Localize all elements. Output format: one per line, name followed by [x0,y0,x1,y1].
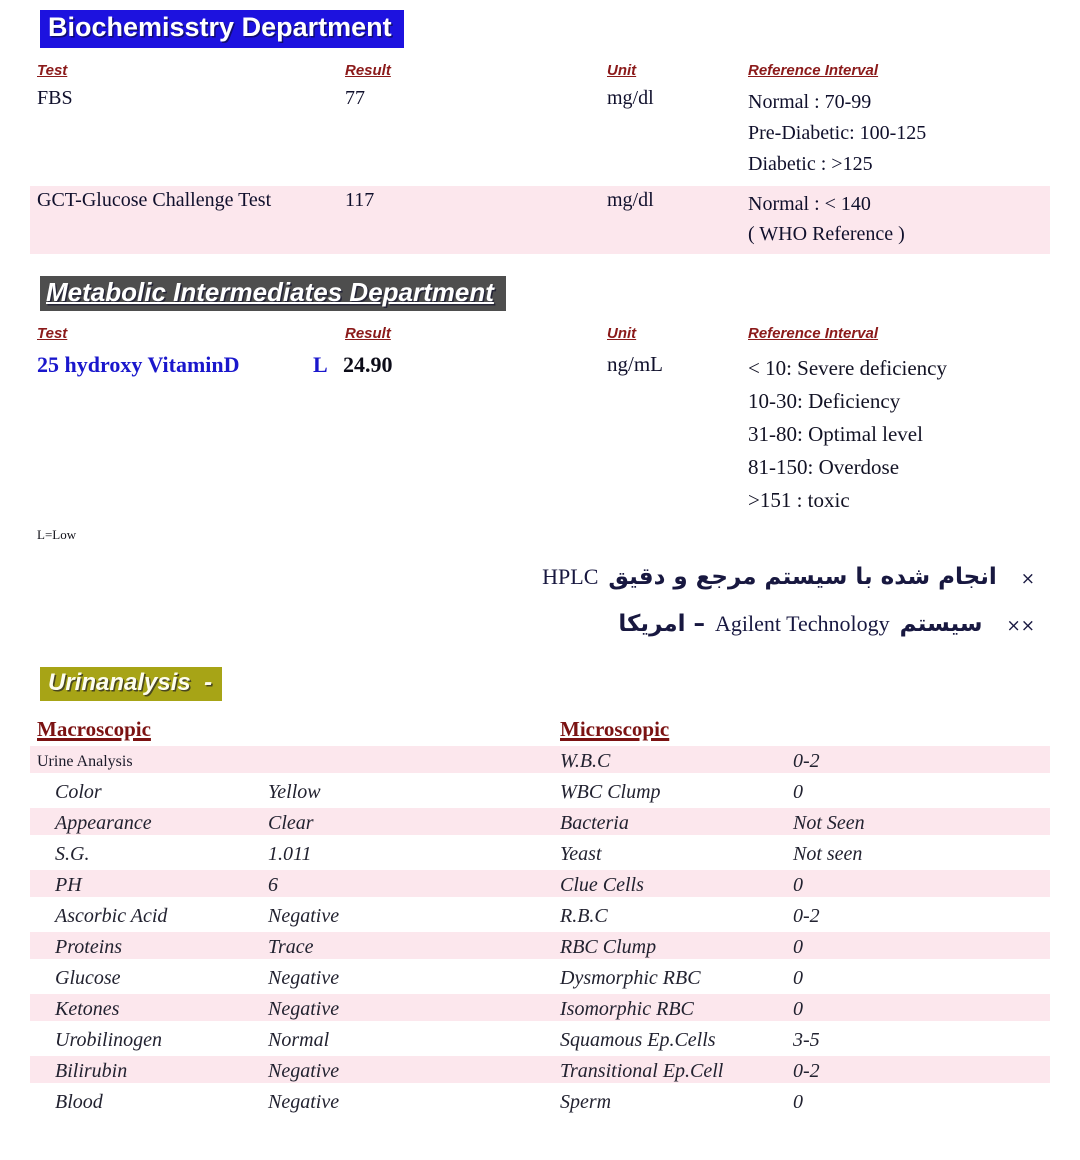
metabolic-table-body [30,352,1050,517]
microscopic-test-name: RBC Clump [560,936,657,958]
column-header-reference: Reference Interval [748,325,879,342]
urinalysis-row [30,1056,1050,1087]
macroscopic-test-name: Ascorbic Acid [55,905,168,927]
microscopic-test-value: Not seen [793,843,863,865]
lab-test-row [30,186,1050,254]
test-name: 25 hydroxy VitaminD [37,352,240,377]
urinalysis-row [30,1087,1050,1118]
urinalysis-header: Urinanalysis - [40,667,222,701]
macroscopic-test-value: Negative [268,905,340,927]
microscopic-test-name: Bacteria [560,812,629,834]
urinalysis-row [30,839,1050,870]
biochem-column-headers [30,62,1050,79]
reference-interval [748,87,1050,180]
reference-line: 31-80: Optimal level [748,422,923,446]
microscopic-test-value: 0 [793,967,803,989]
macroscopic-test-name: Glucose [55,967,121,989]
macroscopic-header: Macroscopic [37,717,151,741]
urinalysis-row [30,901,1050,932]
result-value: 117 [345,189,375,211]
urinalysis-row [30,777,1050,808]
macroscopic-test-value: Trace [268,936,314,958]
column-header-result: Result [345,62,391,79]
note-line-hplc [30,555,1035,602]
macroscopic-test-value: 1.011 [268,843,312,865]
urinalysis-row [30,994,1050,1025]
test-name: FBS [37,87,73,109]
note-persian-text: سیستم [899,611,983,637]
microscopic-test-value: 0 [793,781,803,803]
test-result [345,189,607,249]
microscopic-test-name: R.B.C [560,905,608,927]
microscopic-test-name: Squamous Ep.Cells [560,1029,716,1051]
low-flag-footnote: L=Low [37,527,77,542]
microscopic-test-value: 0-2 [793,1060,820,1082]
microscopic-test-name: Yeast [560,843,602,865]
macroscopic-test-value: Yellow [268,781,321,803]
reference-line: Diabetic : >125 [748,153,873,175]
reference-interval [748,189,1050,249]
method-notes [30,555,1050,649]
test-unit: mg/dl [607,87,654,109]
microscopic-test-value: 0-2 [793,905,820,927]
reference-line: 10-30: Deficiency [748,389,901,413]
microscopic-test-name: Transitional Ep.Cell [560,1060,724,1082]
column-header-unit: Unit [607,62,637,79]
microscopic-test-value: 0 [793,936,803,958]
reference-line: ( WHO Reference ) [748,223,905,245]
reference-line: >151 : toxic [748,488,850,512]
microscopic-test-value: 0 [793,1091,803,1113]
urinalysis-table [30,746,1050,1118]
lab-test-row [30,352,1050,517]
lab-test-row [30,87,1050,180]
microscopic-test-name: Dysmorphic RBC [560,967,701,989]
test-name: GCT-Glucose Challenge Test [37,189,272,211]
urinalysis-row [30,870,1050,901]
macroscopic-test-name: S.G. [55,843,90,865]
test-unit: mg/dl [607,189,654,211]
test-result [345,87,607,180]
microscopic-test-value: 0 [793,998,803,1020]
macroscopic-test-name: Ketones [55,998,120,1020]
macroscopic-test-value: Negative [268,967,340,989]
macroscopic-test-name: Bilirubin [55,1060,128,1082]
microscopic-test-name: Clue Cells [560,874,644,896]
microscopic-test-value: 3-5 [793,1029,820,1051]
note-latin-text: HPLC [542,564,599,589]
column-header-test: Test [37,325,68,342]
result-value: 77 [345,87,365,109]
result-value: 24.90 [343,352,393,377]
note-latin-text: Agilent Technology [715,611,890,636]
urinalysis-row [30,963,1050,994]
macroscopic-test-name: Proteins [55,936,123,958]
microscopic-test-name: Isomorphic RBC [560,998,694,1020]
microscopic-test-value: 0-2 [793,750,820,772]
urinalysis-row [30,746,1050,777]
macroscopic-test-name: Color [55,781,102,803]
microscopic-test-value: 0 [793,874,803,896]
microscopic-test-value: Not Seen [793,812,865,834]
macroscopic-test-value: Negative [268,1060,340,1082]
macroscopic-test-value: 6 [268,874,278,896]
macroscopic-test-name: PH [55,874,82,896]
microscopic-header: Microscopic [560,717,670,741]
biochemistry-department-header: Biochemisstry Department [40,10,404,48]
metabolic-department-header: Metabolic Intermediates Department [40,276,506,311]
microscopic-test-name: W.B.C [560,750,611,772]
column-header-reference: Reference Interval [748,62,879,79]
urinalysis-row [30,932,1050,963]
note-marker: ×× [1006,616,1035,636]
macroscopic-test-value: Negative [268,1091,340,1113]
column-header-unit: Unit [607,325,637,342]
note-marker: × [1020,569,1035,589]
macroscopic-test-name: Urine Analysis [37,752,133,770]
macroscopic-test-value: Clear [268,812,314,834]
urinalysis-row [30,808,1050,839]
biochem-table-body [30,87,1050,254]
column-header-result: Result [345,325,391,342]
low-flag: L [313,352,328,377]
reference-line: 81-150: Overdose [748,455,900,479]
microscopic-test-name: WBC Clump [560,781,661,803]
reference-line: Normal : 70-99 [748,91,872,113]
reference-line: Pre-Diabetic: 100-125 [748,122,927,144]
column-header-test: Test [37,62,68,79]
reference-interval [748,352,1050,517]
test-unit: ng/mL [607,352,663,376]
microscopic-test-name: Sperm [560,1091,612,1113]
macroscopic-test-value: Negative [268,998,340,1020]
macroscopic-test-name: Urobilinogen [55,1029,163,1051]
note-line-agilent [30,602,1035,649]
reference-line: < 10: Severe deficiency [748,356,948,380]
note-persian-text-end: – امریکا [618,611,706,637]
macroscopic-test-name: Appearance [55,812,152,834]
test-result [313,352,607,517]
note-persian-text: انجام شده با سیستم مرجع و دقیق [608,564,997,590]
urinalysis-row [30,1025,1050,1056]
macroscopic-test-name: Blood [55,1091,103,1113]
macroscopic-test-value: Normal [268,1029,330,1051]
reference-line: Normal : < 140 [748,193,871,215]
metabolic-column-headers [30,325,1050,342]
urinalysis-section-headers [30,717,1050,742]
